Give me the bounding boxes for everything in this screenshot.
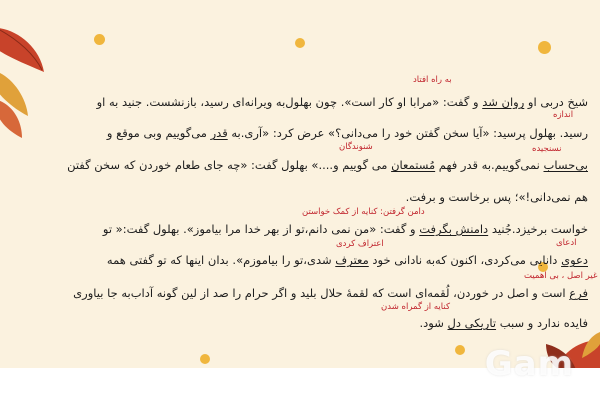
underlined-term: مُستمعان xyxy=(391,158,436,172)
note-eteraf: اعتراف کردی xyxy=(336,239,384,249)
decor-dot xyxy=(94,34,105,45)
text-line: هم نمی‌دانی!»؛ پس برخاست و برفت. xyxy=(405,190,588,204)
decor-dot xyxy=(295,38,305,48)
note-andaze: اندازه xyxy=(553,110,574,120)
text-line: فرع است و اصل در خوردن، لُقمه‌ای است که لقمهٔ حلال بلید و اگر حرام را صد از لین گونه آداب‌به جا بیاوری xyxy=(73,286,588,300)
decor-dot xyxy=(538,41,551,54)
note-edea: ادعای xyxy=(556,238,577,248)
underlined-term: تاریکی دل xyxy=(447,316,497,330)
note-nasanjide: نسنجیده xyxy=(532,144,562,154)
text-line: شیخ دربی او روان شد و گفت: «مرابا او کار است». چون بهلول‌به ویرانه‌ای رسید، بازنشست. جنید به او xyxy=(96,95,588,109)
underlined-term: روان شد xyxy=(482,95,525,109)
watermark-logo: Gam xyxy=(484,344,574,384)
note-daman-gereftan: دامن گرفتن: کنایه از کمک خواستن xyxy=(302,207,425,217)
underlined-term: دعوی xyxy=(561,253,588,267)
text-line: دعوی دانایی می‌کردی، اکنون که‌به نادانی خود معترف شدی،تو را بیاموزم». بدان اینها که تو گفتی همه xyxy=(106,253,588,267)
text-line: رسید. بهلول پرسید: «آیا سخن گفتن خود را می‌دانی؟» عرض کرد: «آری.به قدر می‌گوییم وبی موقع و xyxy=(106,126,588,140)
underlined-term: بی‌حساب xyxy=(543,158,588,172)
note-shenavandegan: شنوندگان xyxy=(339,142,373,152)
text-line: فایده ندارد و سبب تاریکی دل شود. xyxy=(419,316,588,330)
note-be-rah-oftad: به راه افتاد xyxy=(413,75,452,85)
text-line: بی‌حساب نمی‌گوییم.به قدر فهم مُستمعان می گوییم و....» بهلول گفت: «چه جای طعام خوردن که سخن گفتن xyxy=(67,158,588,172)
decor-dot xyxy=(455,345,465,355)
underlined-term: دامنش بگرفت xyxy=(419,222,489,236)
note-gheir-asl: غیر اصل ، بی اهمیت xyxy=(524,271,598,281)
text-line: خواست برخیزد.جُنید دامنش بگرفت و گفت: «من نمی دانم،تو از بهر خدا مرا بیاموز». بهلول گفت:« تو xyxy=(102,222,588,236)
underlined-term: معترف xyxy=(335,253,369,267)
underlined-term: قدر xyxy=(210,126,228,140)
autumn-leaves-icon xyxy=(0,20,46,140)
underlined-term: فرع xyxy=(569,286,588,300)
decor-dot xyxy=(200,354,210,364)
note-gomrah-shodan: کنایه از گمراه شدن xyxy=(381,302,450,312)
